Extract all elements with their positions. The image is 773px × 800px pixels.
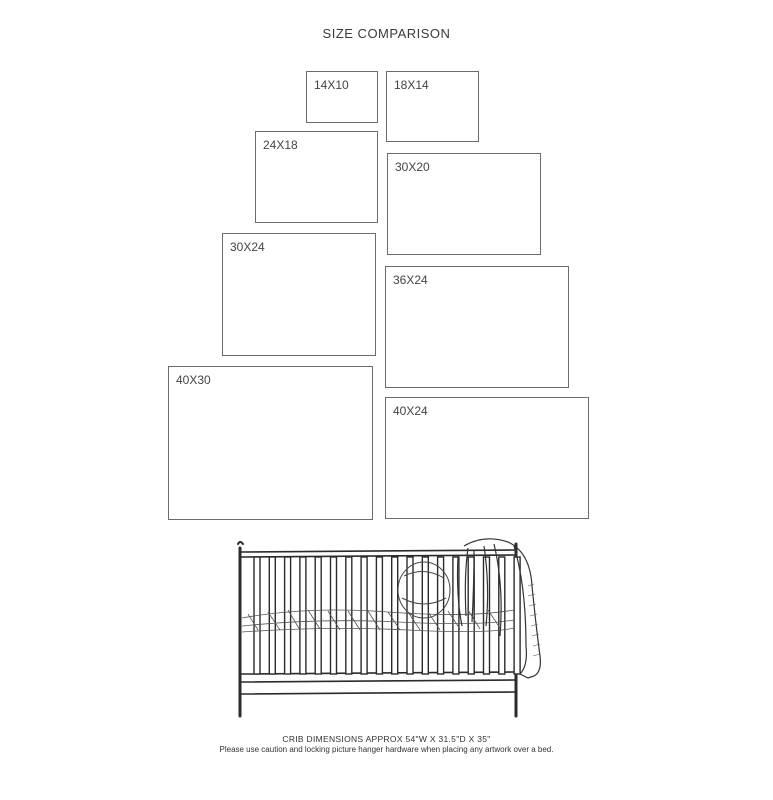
crib-slat	[331, 557, 337, 674]
crib-slat	[285, 557, 291, 674]
frame-24x18	[255, 131, 378, 223]
crib-slat	[438, 557, 444, 674]
crib-dimensions-caption: CRIB DIMENSIONS APPROX 54"W X 31.5"D X 35"	[282, 734, 491, 744]
crib-slat	[422, 557, 428, 674]
frame-label: 18X14	[394, 78, 429, 92]
crib-slat	[300, 557, 306, 674]
frame-label: 30X20	[395, 160, 430, 174]
frame-30x20	[387, 153, 541, 255]
frame-label: 36X24	[393, 273, 428, 287]
frame-label: 24X18	[263, 138, 298, 152]
crib-slat	[361, 557, 367, 674]
crib-slat	[376, 557, 382, 674]
crib-slat	[392, 557, 398, 674]
diagram-title: SIZE COMPARISON	[322, 26, 451, 41]
frame-30x24	[222, 233, 376, 356]
frame-40x30	[168, 366, 373, 520]
frame-18x14	[386, 71, 479, 142]
crib-slat	[315, 557, 321, 674]
crib-illustration	[228, 526, 558, 720]
frame-14x10	[306, 71, 378, 123]
frame-label: 30X24	[230, 240, 265, 254]
frame-40x24	[385, 397, 589, 519]
safety-note: Please use caution and locking picture hanger hardware when placing any artwork over a bed.	[219, 745, 554, 754]
crib-slat	[514, 557, 520, 674]
frame-label: 40X24	[393, 404, 428, 418]
frame-36x24	[385, 266, 569, 388]
frame-label: 40X30	[176, 373, 211, 387]
frame-label: 14X10	[314, 78, 349, 92]
